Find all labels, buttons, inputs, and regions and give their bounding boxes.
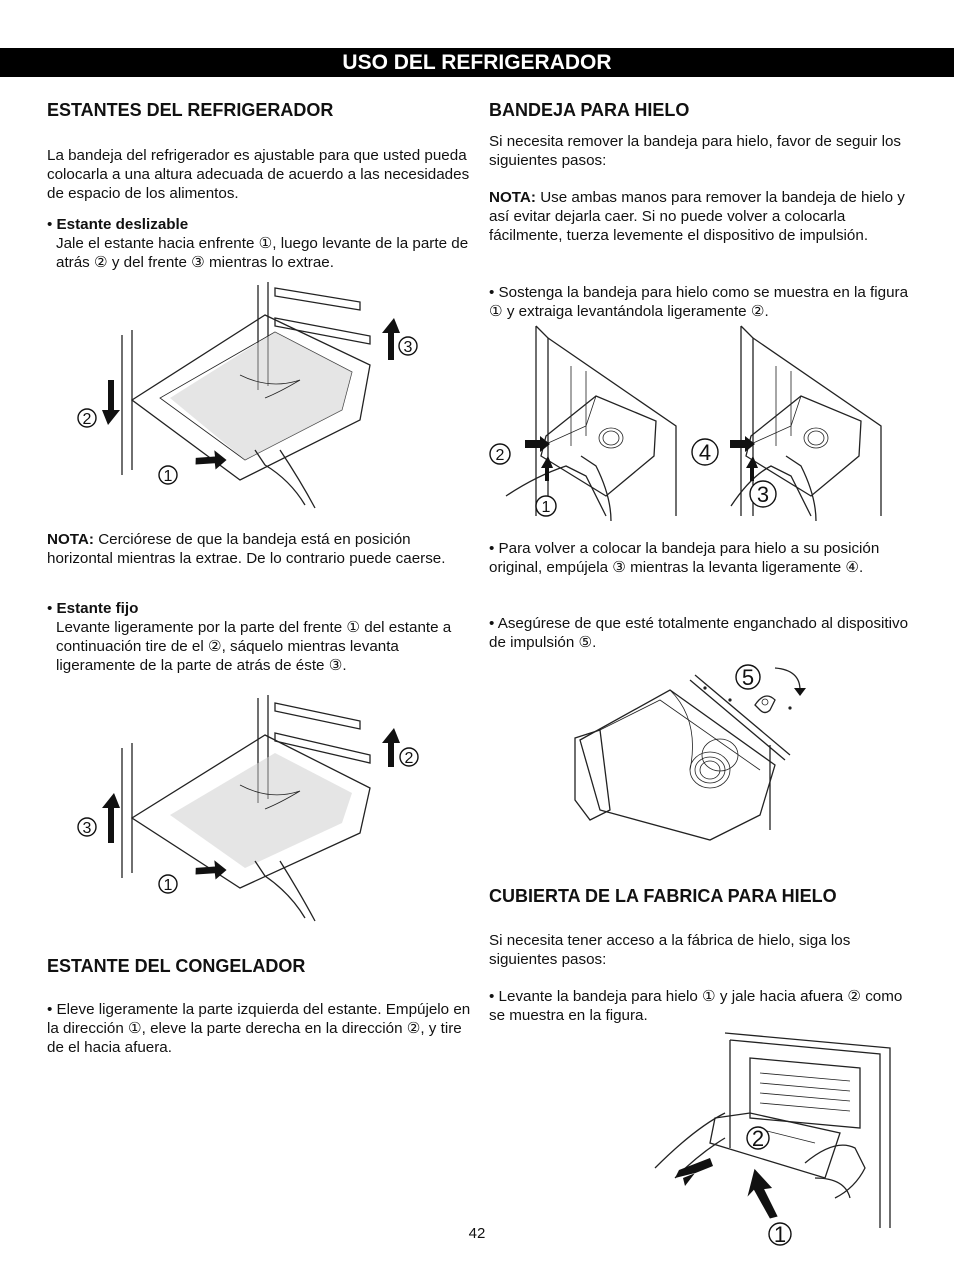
fig5-label-1: 1 bbox=[773, 1222, 787, 1247]
ice-tray-removal-figure bbox=[486, 326, 896, 521]
ice-tray-bullet-3: • Asegúrese de que esté totalmente enganchado al dispositivo de impulsión ⑤. bbox=[489, 615, 909, 651]
shelves-note: NOTA: Cerciórese de que la bandeja está en posición horizontal mientras la extrae. De lo contrario puede caerse. bbox=[47, 531, 446, 567]
fixed-shelf-figure bbox=[70, 693, 430, 923]
sliding-shelf-label: Estante deslizable bbox=[56, 216, 189, 233]
icemaker-cover-figure bbox=[655, 1028, 900, 1248]
fixed-shelf-text: Levante ligeramente por la parte del frente ① del estante a continuación tire de el ②, sáquelo mientras levanta ligeramente de la parte de atrás de éste ③. bbox=[56, 619, 452, 674]
icemaker-cover-intro: Si necesita tener acceso a la fábrica de hielo, siga los siguientes pasos: bbox=[489, 932, 851, 968]
ice-tray-bullet-2: • Para volver a colocar la bandeja para hielo a su posición original, empújela ③ mientras la levanta ligeramente ④. bbox=[489, 540, 880, 576]
sliding-shelf-text: Jale el estante hacia enfrente ①, luego levante de la parte de atrás ② y del frente ③ mientras lo extrae. bbox=[56, 235, 469, 271]
heading-shelves: ESTANTES DEL REFRIGERADOR bbox=[47, 100, 334, 120]
fixed-shelf-label: Estante fijo bbox=[56, 600, 139, 617]
fig2-label-1: 1 bbox=[163, 877, 173, 894]
fig1-label-1: 1 bbox=[163, 468, 173, 485]
fixed-shelf-block: • Estante fijo Levante ligeramente por la parte del frente ① del estante a continuación tire de el ②, sáquelo mientras levanta ligeramente de la parte de atrás de éste ③. bbox=[47, 599, 472, 675]
fig2-label-2: 2 bbox=[404, 750, 414, 767]
fig3-label-2: 2 bbox=[495, 447, 505, 464]
ice-tray-note: NOTA: Use ambas manos para remover la bandeja de hielo y así evitar dejarla caer. Si no puede volver a colocarla fácilmente, tuerza levemente el dispositivo de impulsión. bbox=[489, 189, 905, 244]
ice-tray-panel-right bbox=[692, 326, 881, 521]
fig5-label-2: 2 bbox=[751, 1126, 765, 1151]
freezer-shelf-block: • Eleve ligeramente la parte izquierda del estante. Empújelo en la dirección ①, eleve la parte derecha en la dirección ②, y tire de el hacia afuera. bbox=[47, 1001, 471, 1056]
ice-tray-drive-figure bbox=[570, 660, 815, 865]
freezer-shelf-text: Eleve ligeramente la parte izquierda del estante. Empújelo en la dirección ①, eleve la parte derecha en la dirección ②, y tire de el hacia afuera. bbox=[47, 1001, 471, 1056]
ice-tray-intro: Si necesita remover la bandeja para hielo, favor de seguir los siguientes pasos: bbox=[489, 133, 901, 169]
page-number: 42 bbox=[468, 1225, 486, 1242]
fig3-label-1: 1 bbox=[541, 499, 551, 516]
sliding-shelf-block: • Estante deslizable Jale el estante hacia enfrente ①, luego levante de la parte de atrás ② y del frente ③ mientras lo extrae. bbox=[47, 215, 472, 272]
fig2-label-3: 3 bbox=[82, 820, 92, 837]
icemaker-cover-bullet-1: • Levante la bandeja para hielo ① y jale hacia afuera ② como se muestra en la figura. bbox=[489, 988, 903, 1024]
fig1-label-2: 2 bbox=[82, 411, 92, 428]
shelves-intro: La bandeja del refrigerador es ajustable para que usted pueda colocarla a una altura adecuada de acuerdo a las necesidades de espacio de los alimentos. bbox=[47, 147, 470, 202]
ice-tray-panel-left bbox=[490, 326, 676, 521]
fig1-label-3: 3 bbox=[403, 339, 413, 356]
sliding-shelf-figure bbox=[70, 280, 430, 510]
fig3-label-3: 3 bbox=[756, 482, 770, 507]
heading-icemaker-cover: CUBIERTA DE LA FABRICA PARA HIELO bbox=[489, 886, 837, 906]
section-banner: USO DEL REFRIGERADOR bbox=[0, 48, 954, 77]
fig4-label-5: 5 bbox=[741, 665, 755, 690]
heading-freezer-shelf: ESTANTE DEL CONGELADOR bbox=[47, 956, 306, 976]
ice-tray-bullet-1: • Sostenga la bandeja para hielo como se muestra en la figura ① y extraiga levantándola ligeramente ②. bbox=[489, 284, 909, 320]
heading-ice-tray: BANDEJA PARA HIELO bbox=[489, 100, 690, 120]
fig3-label-4: 4 bbox=[698, 440, 712, 465]
